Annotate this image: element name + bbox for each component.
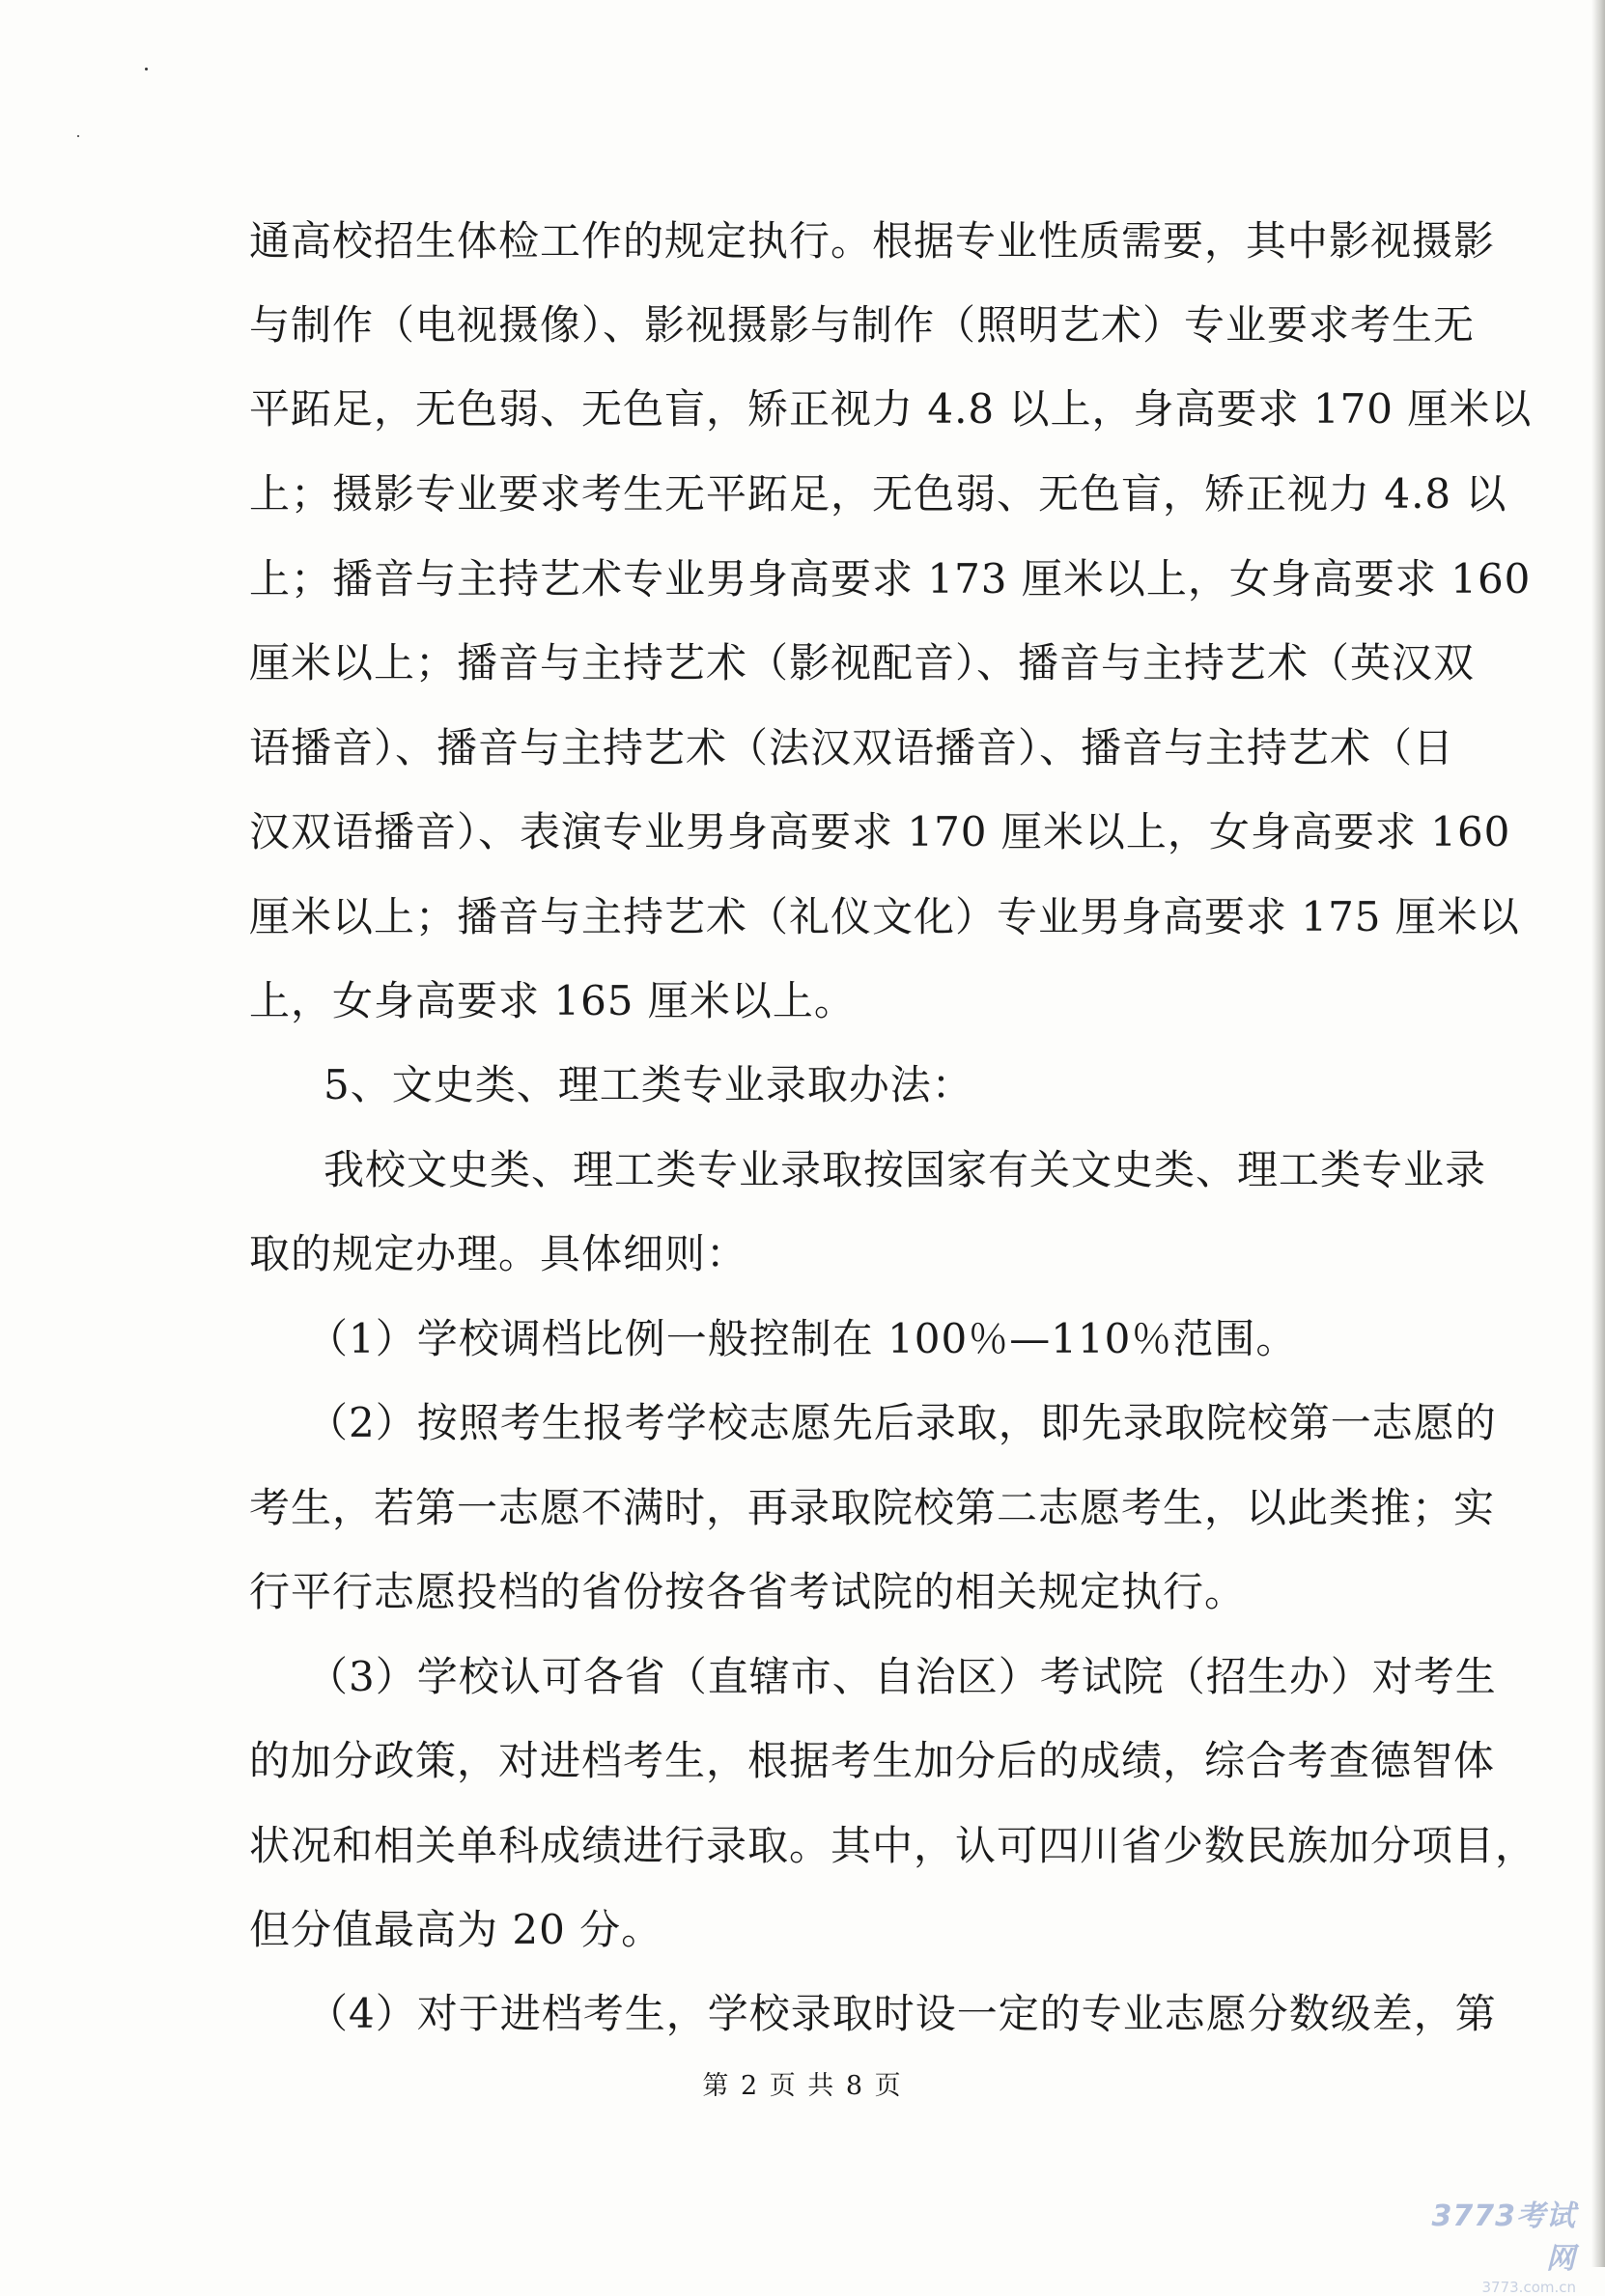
scan-edge [1591,0,1605,2267]
page-footer: 第 2 页 共 8 页 [702,2071,903,2101]
body-line: 通高校招生体检工作的规定执行。根据专业性质需要，其中影视摄影 [249,217,1496,265]
body-line: 考生，若第一志愿不满时，再录取院校第二志愿考生，以此类推；实 [249,1484,1496,1531]
scan-speck [77,135,79,137]
body-line: 上；摄影专业要求考生无平跖足，无色弱、无色盲，矫正视力 4.8 以 [249,470,1507,518]
body-line: 但分值最高为 20 分。 [249,1906,663,1953]
body-line: 平跖足，无色弱、无色盲，矫正视力 4.8 以上，身高要求 170 厘米以 [249,385,1533,433]
rule-item-1: （1）学校调档比例一般控制在 100％—110％范围。 [307,1315,1298,1362]
body-line: 状况和相关单科成绩进行录取。其中，认可四川省少数民族加分项目， [249,1822,1537,1869]
site-watermark [1402,2192,1576,2296]
body-line: 取的规定办理。具体细则： [249,1230,748,1277]
body-line: 的加分政策，对进档考生，根据考生加分后的成绩，综合考查德智体 [249,1737,1496,1784]
body-line: 行平行志愿投档的省份按各省考试院的相关规定执行。 [249,1568,1247,1615]
section-heading: 5、文史类、理工类专业录取办法： [324,1061,973,1108]
watermark-logo-text: 3773考试网 [1431,2199,1576,2276]
watermark-url: 3773.com.cn [1481,2279,1576,2296]
rule-item-4: （4）对于进档考生，学校录取时设一定的专业志愿分数级差，第 [307,1990,1497,2037]
body-line: 上；播音与主持艺术专业男身高要求 173 厘米以上，女身高要求 160 [249,555,1532,602]
body-line: 语播音）、播音与主持艺术（法汉双语播音）、播音与主持艺术（日 [249,724,1455,771]
body-line: 厘米以上；播音与主持艺术（影视配音）、播音与主持艺术（英汉双 [249,639,1476,686]
body-line: 与制作（电视摄像）、影视摄影与制作（照明艺术）专业要求考生无 [249,301,1476,349]
rule-item-2: （2）按照考生报考学校志愿先后录取，即先录取院校第一志愿的 [307,1399,1497,1446]
body-line: 我校文史类、理工类专业录取按国家有关文史类、理工类专业录 [324,1146,1487,1193]
rule-item-3: （3）学校认可各省（直辖市、自治区）考试院（招生办）对考生 [307,1653,1497,1700]
scan-speck [145,68,148,70]
body-line: 厘米以上；播音与主持艺术（礼仪文化）专业男身高要求 175 厘米以 [249,893,1520,940]
body-line: 汉双语播音）、表演专业男身高要求 170 厘米以上，女身高要求 160 [249,808,1511,855]
body-line: 上，女身高要求 165 厘米以上。 [249,977,856,1024]
